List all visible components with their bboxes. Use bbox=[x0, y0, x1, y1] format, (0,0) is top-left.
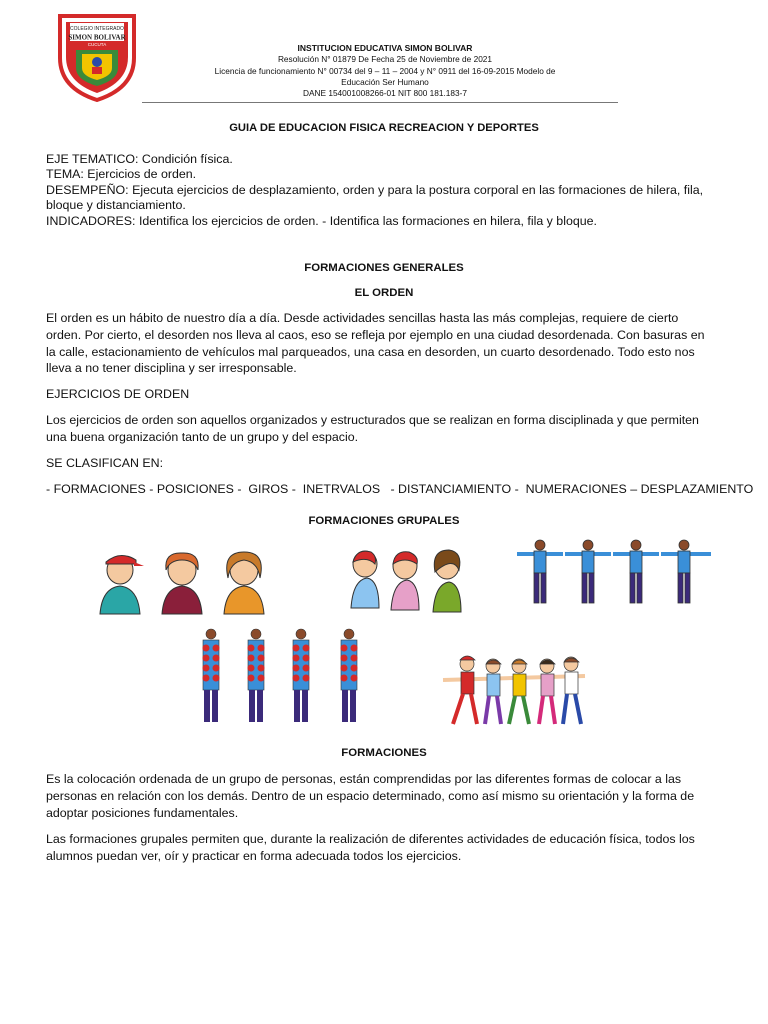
kids-in-file-illustration bbox=[345, 546, 470, 616]
header-divider bbox=[142, 102, 618, 103]
svg-text:CUCUTA: CUCUTA bbox=[87, 42, 107, 47]
text-line: Es la colocación ordenada de un grupo de personas, están comprendidas por las diferentes formas de colocar a las bbox=[46, 772, 682, 786]
kids-holding-shoulders-illustration bbox=[435, 652, 595, 732]
svg-text:COLEGIO INTEGRADO: COLEGIO INTEGRADO bbox=[70, 26, 124, 32]
eje-tematico: EJE TEMATICO: Condición física. bbox=[46, 152, 233, 166]
text-line: orden. Por cierto, el desorden nos lleva al caos, eso se refleja por ejemplo en una ciudad desordenada. Con basuras en bbox=[46, 327, 705, 342]
grupales-paragraph bbox=[46, 831, 746, 865]
clasificacion-list: - FORMACIONES - POSICIONES - GIROS - INETRVALOS - DISTANCIAMIENTO - NUMERACIONES – DESPLAZAMIENTO bbox=[46, 482, 754, 496]
license-line-2: Educación Ser Humano bbox=[341, 77, 429, 87]
text-line: Las formaciones grupales permiten que, durante la realización de diferentes actividades de educación física, todos los bbox=[46, 832, 695, 846]
desempeno-line-2: bloque y distanciamiento. bbox=[46, 198, 186, 212]
text-line: Los ejercicios de orden son aquellos organizados y estructurados que se realizan en forma disciplinada y que permiten bbox=[46, 413, 699, 427]
license-line-1: Licencia de funcionamiento N° 00734 del 9 – 11 – 2004 y N° 0911 del 16-09-2015 Modelo de bbox=[214, 66, 556, 76]
indicadores: INDICADORES: Identifica los ejercicios de orden. - Identifica las formaciones en hilera, fila y bloque. bbox=[46, 214, 597, 228]
orden-paragraph bbox=[46, 310, 746, 377]
kids-in-line-illustration bbox=[90, 548, 280, 618]
svg-text:SIMON BOLIVAR: SIMON BOLIVAR bbox=[68, 33, 126, 42]
ejercicios-paragraph bbox=[46, 412, 746, 446]
institution-name: INSTITUCION EDUCATIVA SIMON BOLIVAR bbox=[297, 43, 473, 53]
text-line: El orden es un hábito de nuestro día a día. Desde actividades sencillas hasta las más complejas, requiere de cierto bbox=[46, 311, 679, 325]
heading-formaciones-grupales: FORMACIONES GRUPALES bbox=[308, 515, 460, 527]
text-line: adoptar posiciones fundamentales. bbox=[46, 805, 239, 820]
formaciones-paragraph bbox=[46, 771, 746, 821]
text-line: una buena organización tanto de un grupo y del espacio. bbox=[46, 429, 359, 444]
tema: TEMA: Ejercicios de orden. bbox=[46, 167, 197, 181]
text-line: alumnos puedan ver, oír y practicar en forma adecuada todos los ejercicios. bbox=[46, 848, 462, 863]
heading-el-orden: EL ORDEN bbox=[354, 287, 414, 299]
text-line: lleva a no tener disciplina y ser irresponsable. bbox=[46, 361, 297, 376]
block-formation-illustration bbox=[196, 628, 368, 724]
dane-line: DANE 154001008266-01 NIT 800 181.183-7 bbox=[302, 88, 468, 98]
heading-formaciones-generales: FORMACIONES GENERALES bbox=[304, 262, 464, 274]
text-line: la calle, estacionamiento de vehículos mal parqueados, una casa en desorden, un cuarto desordenado. Todo esto nos bbox=[46, 344, 695, 359]
heading-formaciones: FORMACIONES bbox=[341, 747, 427, 759]
guide-title: GUIA DE EDUCACION FISICA RECREACION Y DEPORTES bbox=[229, 122, 539, 134]
desempeno-line-1: DESEMPEÑO: Ejecuta ejercicios de desplazamiento, orden y para la postura corporal en las formaciones de hilera, fila, bbox=[46, 183, 704, 197]
clasifican-label: SE CLASIFICAN EN: bbox=[46, 456, 164, 470]
text-line: personas en relación con los demás. Dentro de un espacio determinado, como así mismo su orientación y la forma de bbox=[46, 788, 695, 803]
ejercicios-label: EJERCICIOS DE ORDEN bbox=[46, 387, 190, 401]
school-logo bbox=[54, 10, 140, 102]
row-arms-extended-illustration bbox=[515, 538, 715, 608]
resolution-line: Resolución N° 01879 De Fecha 25 de Noviembre de 2021 bbox=[277, 54, 493, 64]
